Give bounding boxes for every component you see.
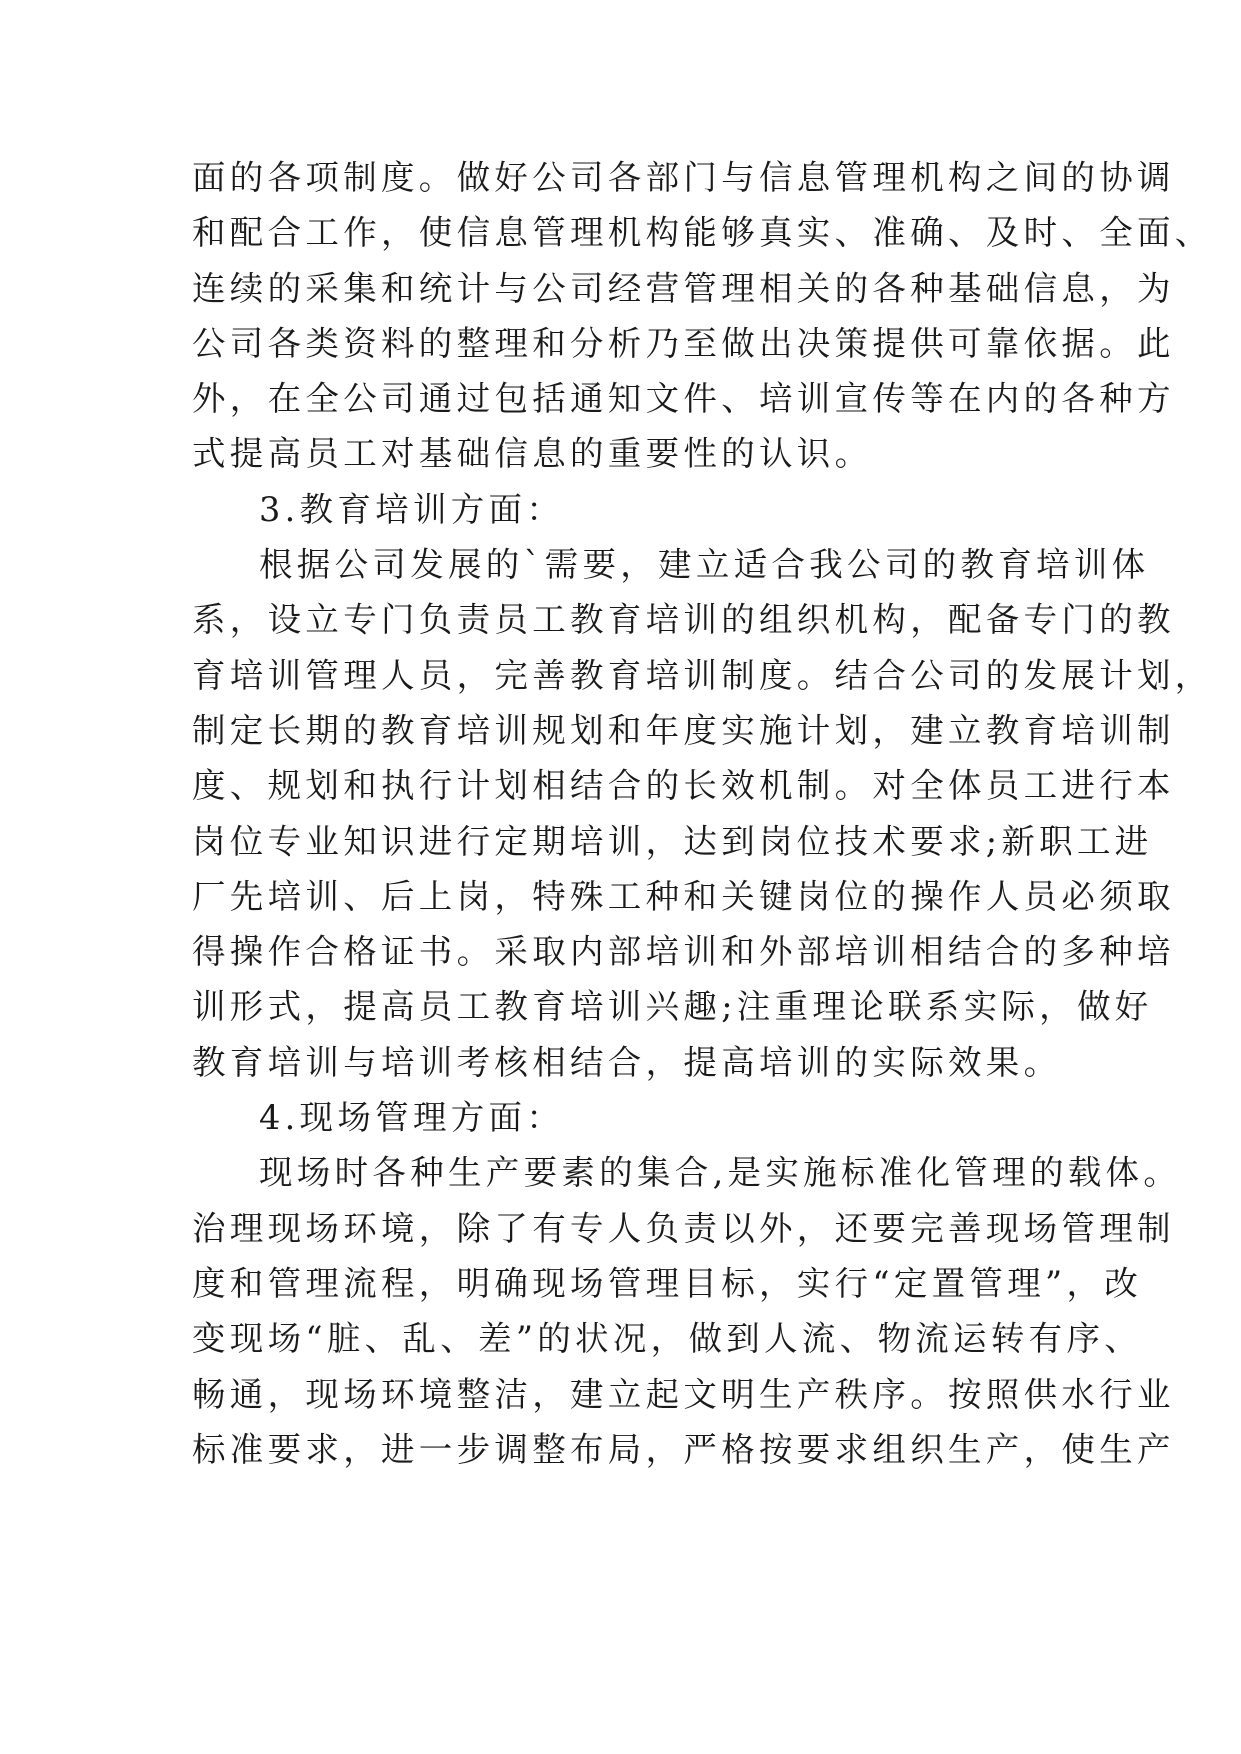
text-line: 训形式，提高员工教育培训兴趣;注重理论联系实际，做好 — [192, 987, 1153, 1027]
text-line: 变现场“脏、乱、差”的状况，做到人流、物流运转有序、 — [192, 1319, 1143, 1359]
text-line: 岗位专业知识进行定期培训，达到岗位技术要求;新职工进 — [192, 821, 1153, 861]
text-line: 治理现场环境，除了有专人负责以外，还要完善现场管理制 — [192, 1208, 1175, 1248]
text-line: 制定长期的教育培训规划和年度实施计划，建立教育培训制 — [192, 710, 1175, 750]
text-line: 公司各类资料的整理和分析乃至做出决策提供可靠依据。此 — [192, 323, 1175, 363]
text-line: 畅通，现场环境整洁，建立起文明生产秩序。按照供水行业 — [192, 1374, 1175, 1414]
text-line: 3.教育培训方面： — [259, 489, 565, 529]
text-line: 度、规划和执行计划相结合的长效机制。对全体员工进行本 — [192, 766, 1175, 806]
text-line: 度和管理流程，明确现场管理目标，实行“定置管理”，改 — [192, 1263, 1143, 1303]
text-line: 连续的采集和统计与公司经营管理相关的各种基础信息，为 — [192, 268, 1175, 308]
text-line: 面的各项制度。做好公司各部门与信息管理机构之间的协调 — [192, 158, 1175, 197]
text-line: 4.现场管理方面： — [259, 1098, 565, 1138]
text-line: 和配合工作，使信息管理机构能够真实、准确、及时、全面、 — [192, 213, 1213, 253]
text-line: 育培训管理人员，完善教育培训制度。结合公司的发展计划， — [192, 655, 1213, 695]
text-line: 得操作合格证书。采取内部培训和外部培训相结合的多种培 — [192, 932, 1175, 972]
text-line: 教育培训与培训考核相结合，提高培训的实际效果。 — [192, 1042, 1062, 1082]
text-line: 式提高员工对基础信息的重要性的认识。 — [192, 434, 873, 474]
document-body-text — [192, 150, 1213, 1477]
text-line: 根据公司发展的`需要，建立适合我公司的教育培训体 — [259, 545, 1150, 585]
text-line: 外，在全公司通过包括通知文件、培训宣传等在内的各种方 — [192, 379, 1175, 419]
text-line: 现场时各种生产要素的集合,是实施标准化管理的载体。 — [259, 1153, 1182, 1193]
text-line: 系，设立专门负责员工教育培训的组织机构，配备专门的教 — [192, 600, 1175, 640]
text-line: 厂先培训、后上岗，特殊工种和关键岗位的操作人员必须取 — [192, 876, 1175, 916]
text-line: 标准要求，进一步调整布局，严格按要求组织生产，使生产 — [192, 1429, 1175, 1469]
